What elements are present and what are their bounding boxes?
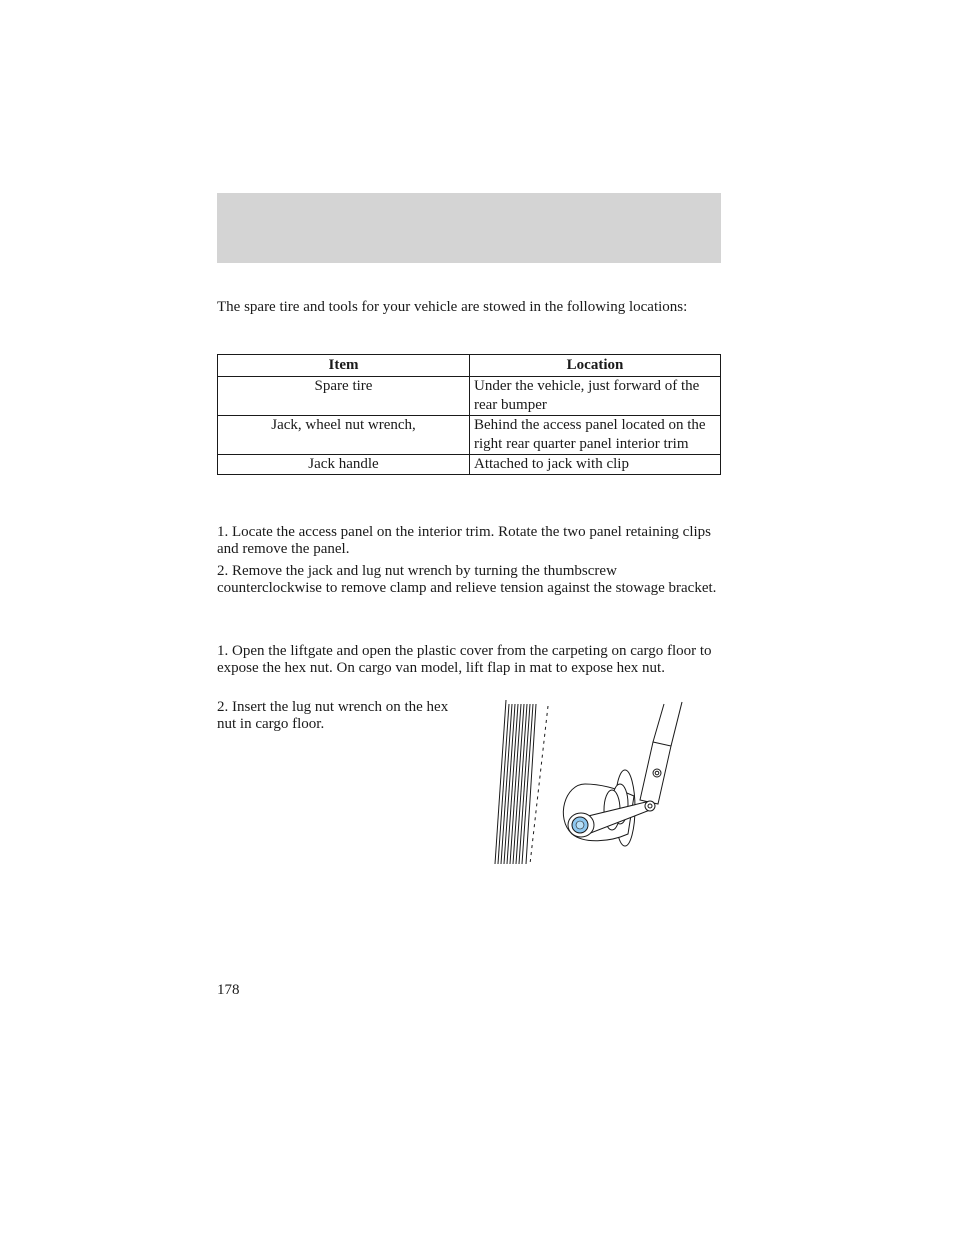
spare-step-2: 2. Insert the lug nut wrench on the hex nut in cargo floor.	[217, 699, 449, 732]
removal-step-2: 2. Remove the jack and lug nut wrench by turning the thumbscrew counterclockwise to remove clamp and relieve tension against the stowage bracket.	[217, 563, 717, 596]
table-cell-location: Attached to jack with clip	[470, 455, 721, 475]
lug-wrench-on-hex-nut-icon	[490, 700, 690, 865]
intro-paragraph: The spare tire and tools for your vehicle are stowed in the following locations:	[217, 299, 688, 315]
table-cell-location: Under the vehicle, just forward of the rear bumper	[470, 377, 721, 416]
lug-wrench-illustration	[490, 700, 690, 865]
table-cell-item: Jack handle	[218, 455, 470, 475]
column-header-location: Location	[470, 355, 721, 377]
table-row	[218, 455, 721, 475]
table-cell-location: Behind the access panel located on the right rear quarter panel interior trim	[470, 416, 721, 455]
spare-step-1: 1. Open the liftgate and open the plastic cover from the carpeting on cargo floor to expose the hex nut. On cargo van model, lift flap in mat to expose hex nut.	[217, 643, 712, 676]
table-header-row	[218, 355, 721, 377]
section-header-band	[217, 193, 721, 263]
removal-step-1: 1. Locate the access panel on the interior trim. Rotate the two panel retaining clips and remove the panel.	[217, 524, 711, 557]
table-cell-item: Spare tire	[218, 377, 470, 416]
stowage-location-table	[217, 354, 721, 475]
table-cell-item: Jack, wheel nut wrench,	[218, 416, 470, 455]
table-row	[218, 377, 721, 416]
column-header-item: Item	[218, 355, 470, 377]
table-row	[218, 416, 721, 455]
page-number: 178	[217, 982, 240, 998]
